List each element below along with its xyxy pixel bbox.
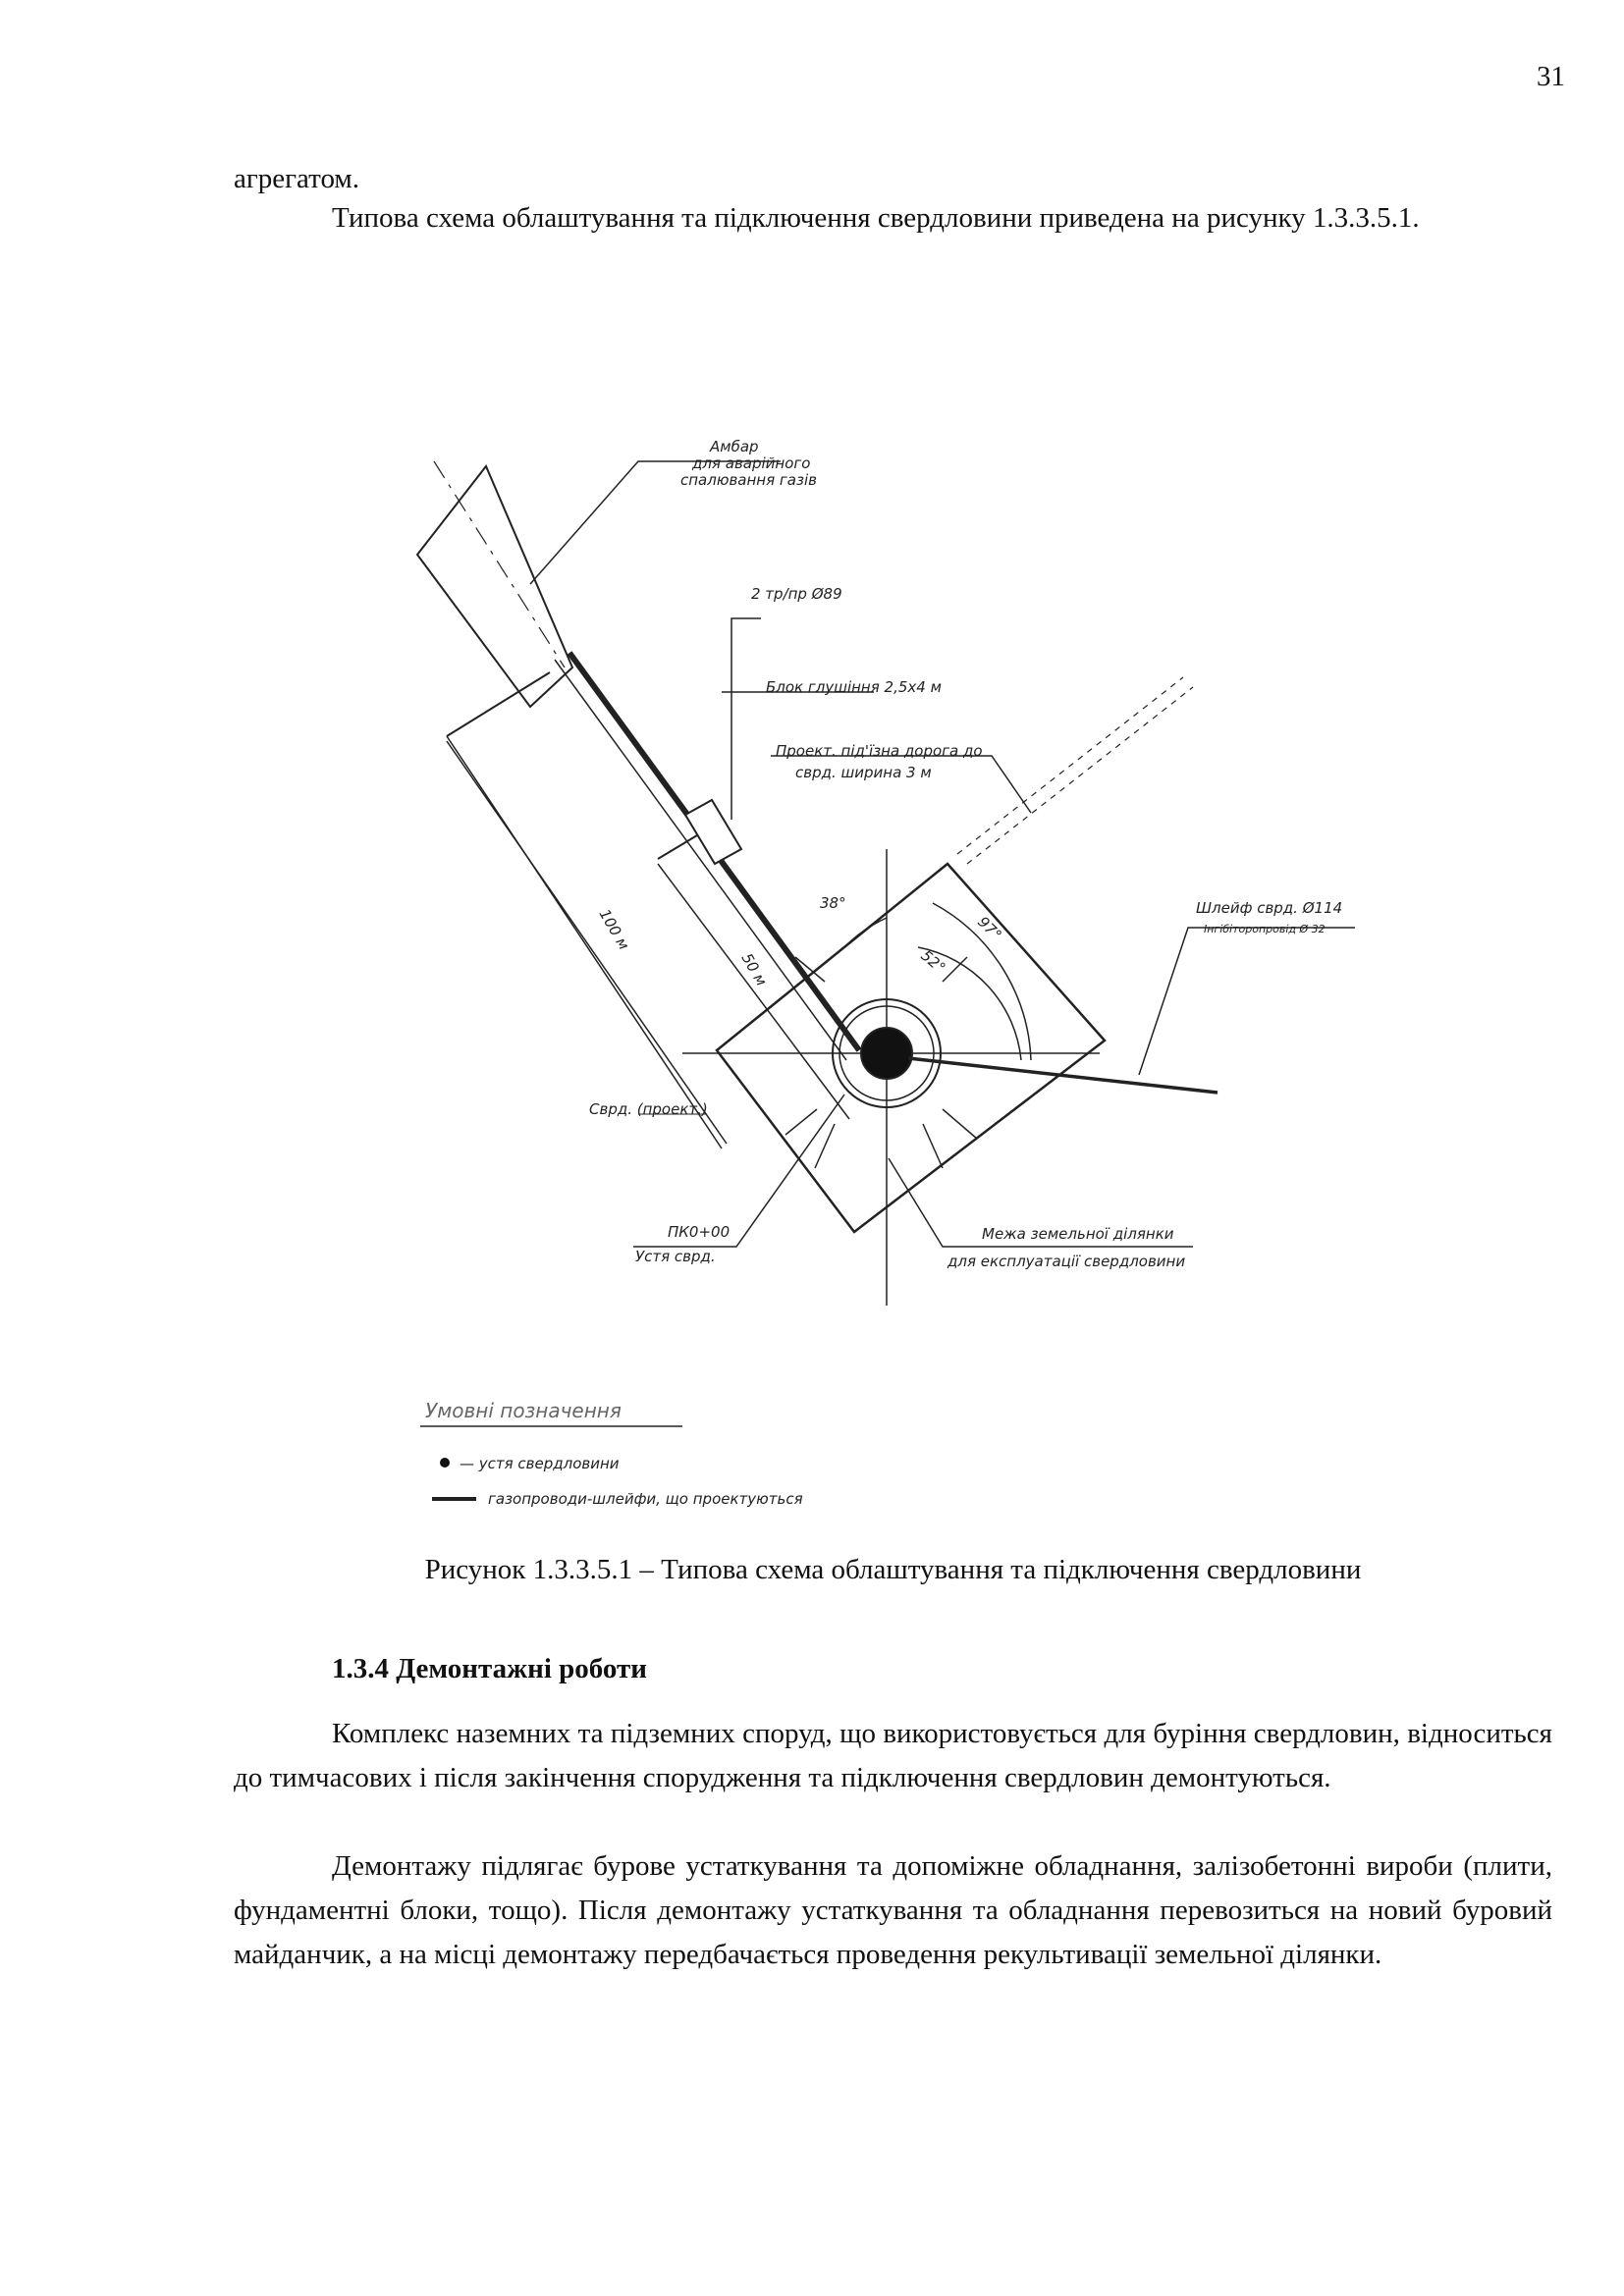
label-pipe: 2 тр/пр Ø89 bbox=[751, 585, 842, 603]
well-mouth-dot bbox=[861, 1028, 912, 1079]
label-road-2: сврд. ширина 3 м bbox=[795, 764, 932, 781]
figure-caption: Рисунок 1.3.3.5.1 – Типова схема облаштування та підключення свердловини bbox=[424, 1554, 1362, 1585]
label-dim-100: 100 м bbox=[595, 906, 633, 953]
page-number: 31 bbox=[1537, 61, 1565, 92]
label-boundary-2: для експлуатації свердловини bbox=[947, 1253, 1186, 1270]
section-heading: 1.3.4 Демонтажні роботи bbox=[332, 1653, 647, 1684]
legend-item-pipelines: газопроводи-шлейфи, що проектуються bbox=[488, 1490, 803, 1508]
legend-item-well-mouth: — устя свердловини bbox=[460, 1455, 620, 1472]
label-shleif: Шлейф сврд. Ø114 bbox=[1196, 899, 1343, 917]
label-ambar-3: спалювання газів bbox=[680, 471, 817, 489]
paragraph-scheme-intro: Типова схема облаштування та підключення свердловини приведена на рисунку 1.3.3.5.1. bbox=[332, 202, 1420, 234]
label-angle-97: 97° bbox=[974, 913, 1005, 944]
label-well-project: Сврд. (проект.) bbox=[589, 1100, 708, 1118]
label-road: Проект. під'їзна дорога до bbox=[776, 742, 983, 760]
flare-pit-shape bbox=[417, 466, 572, 707]
label-ambar: Амбар bbox=[710, 438, 759, 455]
label-pk: ПК0+00 bbox=[668, 1223, 731, 1241]
choke-block-shape bbox=[685, 800, 741, 864]
legend-well-mouth-icon bbox=[440, 1458, 450, 1468]
label-dim-50: 50 м bbox=[737, 950, 771, 989]
label-angle-52: 52° bbox=[917, 946, 949, 978]
label-boundary: Межа земельної ділянки bbox=[982, 1225, 1174, 1243]
paragraph-dismantling: Демонтажу підлягає бурове устаткування та допоміжне обладнання, залізобетонні вироби (плити, фундаментні блоки, тощо). Після демонтажу устаткування та обладнання перевозиться на новий буровий майданчик, а на місці демонтажу передбачається проведення рекультивації земельної ділянки. bbox=[234, 1850, 1552, 1970]
paragraph-continuation: агрегатом. bbox=[234, 163, 359, 194]
paragraph-complex: Комплекс наземних та підземних споруд, що використовується для буріння свердловин, відноситься до тимчасових і після закінчення спорудження та підключення свердловин демонтуються. bbox=[234, 1718, 1552, 1793]
label-ambar-2: для аварійного bbox=[692, 454, 811, 472]
label-well-mouth: Устя сврд. bbox=[635, 1248, 716, 1265]
label-choke-block: Блок глушіння 2,5х4 м bbox=[766, 678, 942, 696]
label-inhibitor: Інгібіторопровід Ø 32 bbox=[1204, 923, 1326, 935]
legend-title: Умовні позначення bbox=[425, 1399, 622, 1422]
label-angle-38: 38° bbox=[820, 894, 846, 912]
